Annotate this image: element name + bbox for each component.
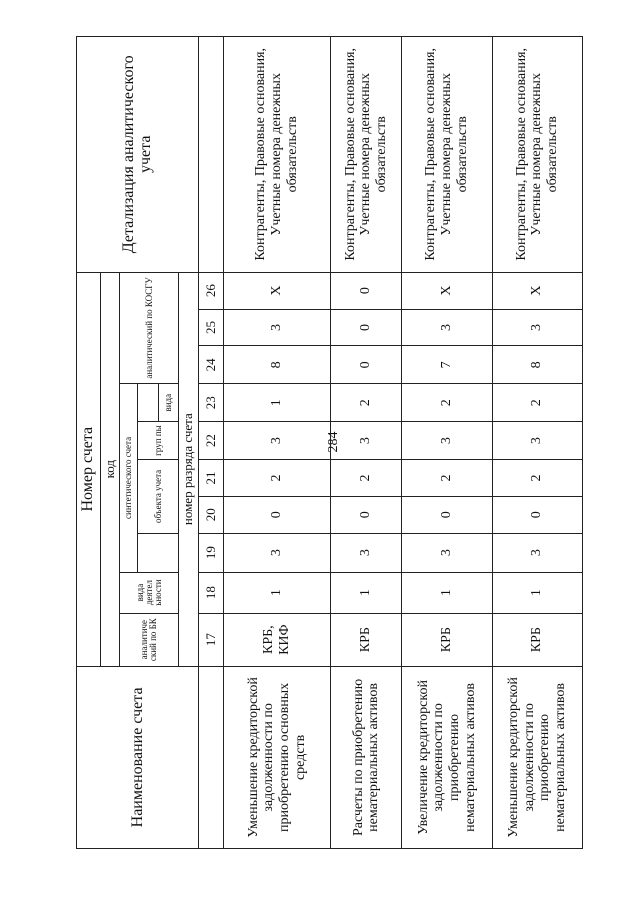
digit-25: 25 bbox=[198, 309, 223, 346]
row-code-19: 3 bbox=[402, 533, 492, 572]
row-code-26: 0 bbox=[331, 272, 402, 309]
row-code-20: 0 bbox=[223, 496, 330, 533]
row-code-25: 0 bbox=[331, 309, 402, 346]
header-kind-top bbox=[138, 384, 158, 422]
digit-17: 17 bbox=[198, 613, 223, 666]
row-code-25: 3 bbox=[223, 309, 330, 346]
row-code-24: 0 bbox=[331, 346, 402, 384]
row-code-21: 2 bbox=[402, 460, 492, 497]
row-code-20: 0 bbox=[331, 496, 402, 533]
row-name: Уменьшение кредиторской задолженности по приобретению основных средств bbox=[223, 666, 330, 848]
header-kosgu: аналитический по КОСГУ bbox=[120, 272, 179, 384]
account-table bbox=[76, 36, 583, 849]
row-code-21: 2 bbox=[492, 460, 582, 497]
row-code-22: 3 bbox=[402, 422, 492, 460]
row-code-18: 1 bbox=[331, 572, 402, 613]
header-kind: вида bbox=[158, 384, 178, 422]
row-code-19: 3 bbox=[223, 533, 330, 572]
header-group: груп пы bbox=[138, 422, 179, 460]
header-accounting-object: объекта учета bbox=[138, 460, 179, 534]
row-code-17: КРБ bbox=[492, 613, 582, 666]
digit-24: 24 bbox=[198, 346, 223, 384]
table-row bbox=[402, 37, 492, 849]
row-detail: Контрагенты, Правовые основания, Учетные номера денежных обязательств bbox=[492, 37, 582, 273]
row-code-20: 0 bbox=[492, 496, 582, 533]
header-digit-number: номер разряда счета bbox=[179, 272, 199, 666]
row-code-21: 2 bbox=[331, 460, 402, 497]
row-code-19: 3 bbox=[492, 533, 582, 572]
header-syn-gap bbox=[138, 533, 179, 572]
row-code-23: 1 bbox=[223, 384, 330, 422]
row-name: Увеличение кредиторской задолженности по приобретению нематериальных активов bbox=[402, 666, 492, 848]
header-name: Наименование счета bbox=[77, 666, 199, 848]
digit-21: 21 bbox=[198, 460, 223, 497]
table-row bbox=[223, 37, 330, 849]
header-account-number: Номер счета bbox=[77, 272, 101, 666]
row-code-22: 3 bbox=[331, 422, 402, 460]
row-code-17: КРБ bbox=[402, 613, 492, 666]
header-activity-type: вида деятел ьности bbox=[120, 572, 179, 613]
row-code-26: X bbox=[402, 272, 492, 309]
header-detail: Детализация аналитического учета bbox=[77, 37, 199, 273]
header-synthetic: синтетического счета bbox=[120, 384, 138, 572]
table-row bbox=[331, 37, 402, 849]
row-code-18: 1 bbox=[492, 572, 582, 613]
row-code-25: 3 bbox=[402, 309, 492, 346]
row-name: Расчеты по приобретению нематериальных активов bbox=[331, 666, 402, 848]
row-code-24: 8 bbox=[223, 346, 330, 384]
row-code-17: КРБ bbox=[331, 613, 402, 666]
digit-detail-gap bbox=[198, 37, 223, 273]
row-code-26: X bbox=[492, 272, 582, 309]
digit-26: 26 bbox=[198, 272, 223, 309]
row-code-21: 2 bbox=[223, 460, 330, 497]
row-detail: Контрагенты, Правовые основания, Учетные номера денежных обязательств bbox=[402, 37, 492, 273]
row-code-19: 3 bbox=[331, 533, 402, 572]
row-code-23: 2 bbox=[331, 384, 402, 422]
digit-22: 22 bbox=[198, 422, 223, 460]
digit-20: 20 bbox=[198, 496, 223, 533]
row-code-17: КРБ, КИФ bbox=[223, 613, 330, 666]
header-analytic-bk: аналитиче ский по БК bbox=[120, 613, 179, 666]
row-code-24: 7 bbox=[402, 346, 492, 384]
row-code-25: 3 bbox=[492, 309, 582, 346]
row-code-18: 1 bbox=[402, 572, 492, 613]
table-row bbox=[492, 37, 582, 849]
account-table-wrapper bbox=[76, 36, 583, 849]
row-code-24: 8 bbox=[492, 346, 582, 384]
row-detail: Контрагенты, Правовые основания, Учетные номера денежных обязательств bbox=[331, 37, 402, 273]
row-code-23: 2 bbox=[492, 384, 582, 422]
row-code-20: 0 bbox=[402, 496, 492, 533]
row-code-23: 2 bbox=[402, 384, 492, 422]
page-number: 284 bbox=[326, 431, 341, 453]
row-detail: Контрагенты, Правовые основания, Учетные номера денежных обязательств bbox=[223, 37, 330, 273]
header-code: код bbox=[100, 272, 120, 666]
digit-23: 23 bbox=[198, 384, 223, 422]
rotated-table-area bbox=[76, 36, 583, 849]
row-name: Уменьшение кредиторской задолженности по приобретению нематериальных активов bbox=[492, 666, 582, 848]
row-code-18: 1 bbox=[223, 572, 330, 613]
digit-18: 18 bbox=[198, 572, 223, 613]
row-code-22: 3 bbox=[223, 422, 330, 460]
row-code-26: X bbox=[223, 272, 330, 309]
row-code-22: 3 bbox=[492, 422, 582, 460]
digit-19: 19 bbox=[198, 533, 223, 572]
digit-gap bbox=[198, 666, 223, 848]
